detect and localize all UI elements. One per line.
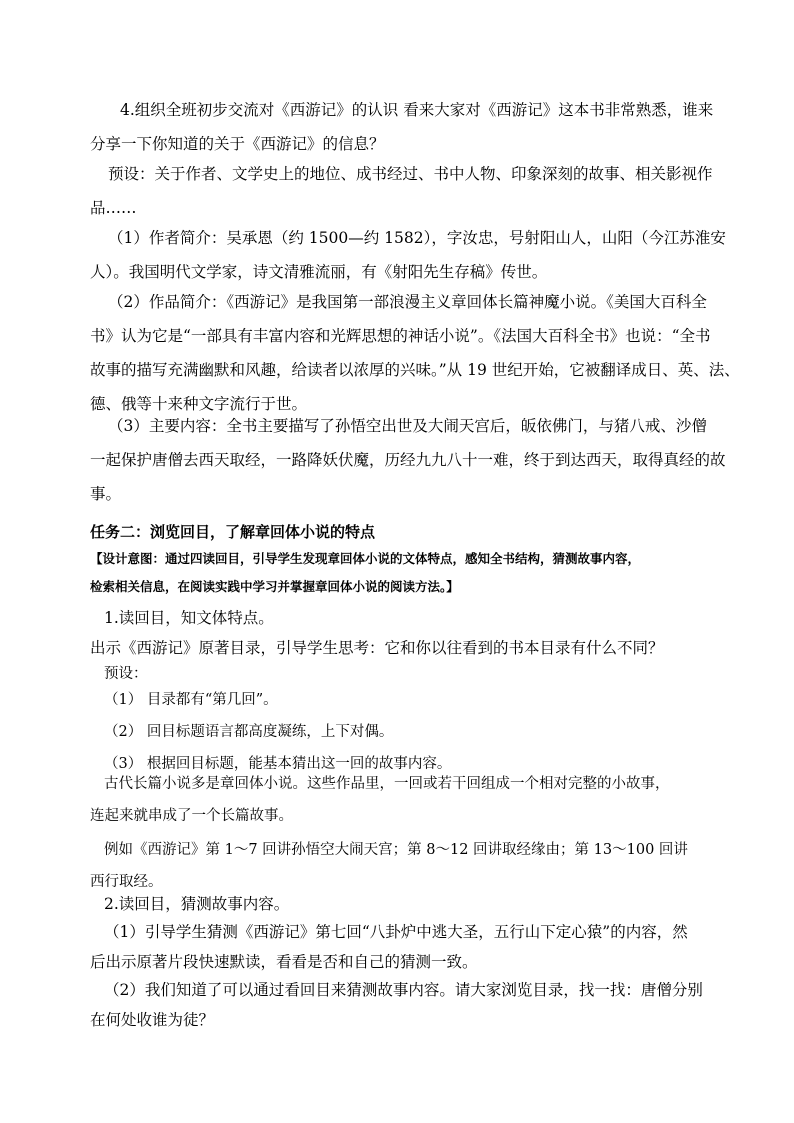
paragraph-preset2 — [90, 660, 730, 688]
text-line: （2）我们知道了可以通过看回目来猜测故事内容。请大家浏览目录，找一找：唐僧分别 — [104, 981, 703, 999]
text-line: 连起来就串成了一个长篇故事。 — [90, 808, 293, 824]
paragraph-example — [90, 836, 730, 896]
list-points — [90, 686, 730, 778]
text-line: 一起保护唐僧去西天取经，一路降妖伏魔，历经九九八十一难，终于到达西天，取得真经的故 — [90, 451, 726, 469]
text-line: 预设：关于作者、文学史上的地位、成书经过、书中人物、印象深刻的故事、相关影视作 — [108, 165, 713, 183]
paragraph-read2 — [90, 890, 730, 918]
paragraph-content — [90, 412, 730, 508]
text-line: 出示《西游记》原著目录，引导学生思考：它和你以往看到的书本目录有什么不同？ — [90, 639, 664, 657]
list-item: （2） 回目标题语言都高度凝练，上下对偶。 — [104, 724, 394, 740]
paragraph-ancient-novels — [90, 770, 730, 830]
paragraph-read1 — [90, 604, 730, 632]
text-line: 古代长篇小说多是章回体小说。这些作品里，一回或若干回组成一个相对完整的小故事， — [104, 776, 670, 792]
text-line: 预设： — [104, 666, 148, 682]
text-line: （2）作品简介：《西游记》是我国第一部浪漫主义章回体长篇神魔小说。《美国大百科全 — [108, 293, 707, 311]
text-line: 故事的描写充满幽默和风趣，给读者以浓厚的兴味。”从 19 世纪开始，它被翻译成日、英、法、 — [90, 361, 740, 379]
paragraph-design-intent — [90, 546, 730, 600]
paragraph-preset — [90, 160, 730, 222]
text-line: 书》认为它是“一部具有丰富内容和光辉思想的神话小说”。《法国大百科全书》也说：“全书 — [90, 327, 711, 345]
text-line: 例如《西游记》第 1～7 回讲孙悟空大闹天宫；第 8～12 回讲取经缘由；第 13～100 回讲 — [104, 842, 688, 858]
paragraph-work — [90, 288, 740, 418]
text-line: 德、俄等十来种文字流行于世。 — [90, 395, 308, 413]
text-line: 【设计意图：通过四读回目，引导学生发现章回体小说的文体特点，感知全书结构，猜测故事内容， — [90, 551, 641, 566]
text-line: 在何处收谁为徒？ — [90, 1011, 215, 1029]
text-line: 事。 — [90, 485, 122, 503]
text-line: （1）引导学生猜测《西游记》第七回“八卦炉中逃大圣，五行山下定心猿”的内容，然 — [104, 923, 688, 941]
paragraph-author — [90, 224, 730, 286]
text-line: 4.组织全班初步交流对《西游记》的认识 看来大家对《西游记》这本书非常熟悉，谁来 — [120, 101, 714, 119]
text-line: （1）作者简介：吴承恩（约 1500—约 1582），字汝忠，号射阳山人，山阳（今江苏淮安 — [108, 229, 726, 247]
text-line: 1.读回目，知文体特点。 — [104, 609, 274, 627]
heading-text: 任务二：浏览回目，了解章回体小说的特点 — [90, 523, 376, 541]
text-line: 后出示原著片段快速默读，看看是否和自己的猜测一致。 — [90, 953, 478, 971]
paragraph-know — [90, 976, 730, 1034]
paragraph-item4 — [90, 96, 730, 158]
text-line: 人）。我国明代文学家，诗文清雅流丽，有《射阳先生存稿》传世。 — [90, 263, 548, 281]
text-line: 2.读回目，猜测故事内容。 — [104, 895, 290, 913]
list-item: （3） 根据回目标题，能基本猜出这一回的故事内容。 — [104, 756, 452, 772]
paragraph-guess — [90, 918, 730, 976]
list-item: （1） 目录都有“第几回”。 — [104, 692, 278, 708]
text-line: 分享一下你知道的关于《西游记》的信息？ — [90, 135, 385, 153]
text-line: 品…… — [90, 199, 137, 217]
paragraph-show-toc — [90, 634, 730, 662]
text-line: （3）主要内容：全书主要描写了孙悟空出世及大闹天宫后，皈依佛门，与猪八戒、沙僧 — [108, 417, 707, 435]
text-line: 西行取经。 — [90, 874, 163, 890]
section-heading-task2 — [90, 518, 730, 546]
text-line: 检索相关信息，在阅读实践中学习并掌握章回体小说的阅读方法。】 — [90, 579, 459, 594]
